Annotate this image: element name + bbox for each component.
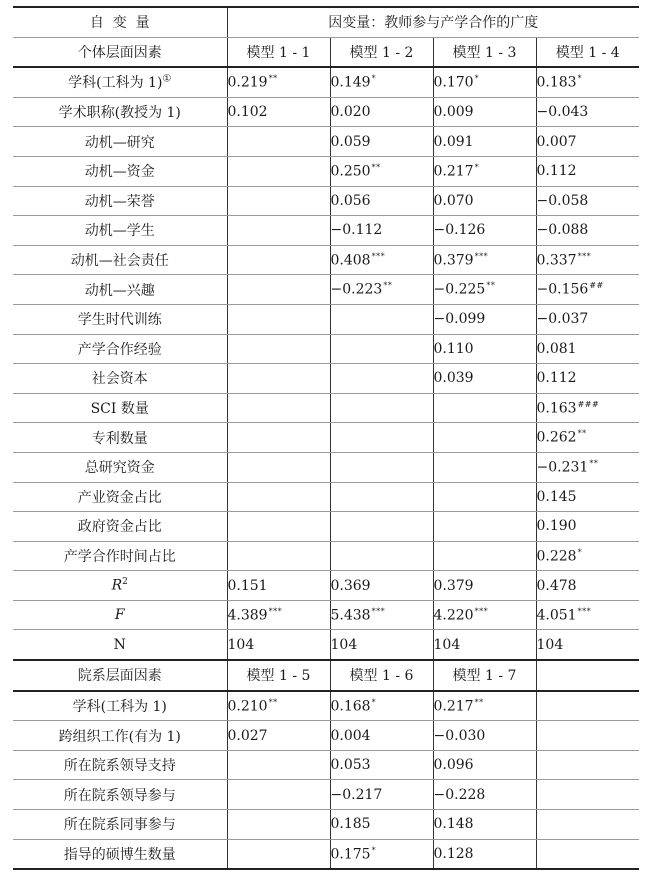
significance-marker: **: [589, 458, 599, 468]
coefficient-value: 0.056: [330, 192, 371, 209]
table-cell: [227, 364, 330, 394]
table-cell: [227, 423, 330, 453]
table-cell: [227, 512, 330, 542]
row-label-text: 专利数量: [91, 430, 148, 447]
coefficient-value: −0.112: [330, 222, 383, 239]
row-label-text: 所在院系领导参与: [63, 787, 176, 804]
coefficient-value: 104: [227, 636, 255, 653]
coefficient-value: 104: [536, 636, 564, 653]
coefficient-value: 0.081: [536, 340, 577, 357]
table-cell: [536, 482, 639, 512]
row-label: [13, 245, 227, 275]
coefficient-value: −0.223: [330, 281, 383, 298]
row-label-text: 动机—兴趣: [84, 282, 155, 299]
significance-marker: ***: [371, 251, 386, 261]
table-cell: [330, 600, 433, 630]
coefficient-value: −0.225: [433, 281, 486, 298]
coefficient-value: 0.007: [536, 133, 577, 150]
table-row: [13, 721, 639, 751]
significance-marker: ***: [474, 251, 489, 261]
table-cell: [536, 423, 639, 453]
row-label-text: 学科(工科为 1): [68, 75, 163, 92]
table-row: [13, 97, 639, 127]
regression-table: [13, 6, 639, 870]
table-cell: [330, 780, 433, 810]
table-cell: [536, 600, 639, 630]
table-cell: [433, 275, 536, 305]
table-cell: [330, 630, 433, 660]
table-cell: [227, 275, 330, 305]
table-cell: [536, 750, 639, 780]
coefficient-value: 0.219: [227, 74, 268, 91]
table-row: [13, 691, 639, 721]
table-row: [13, 186, 639, 216]
coefficient-value: 0.020: [330, 104, 371, 121]
table-cell: [227, 810, 330, 840]
significance-marker: **: [268, 697, 278, 707]
table-cell: [227, 750, 330, 780]
coefficient-value: 0.070: [433, 192, 474, 209]
significance-marker: **: [486, 281, 496, 291]
table-cell: [536, 721, 639, 751]
row-label-text: 学术职称(教授为 1): [58, 105, 181, 122]
coefficient-value: 0.004: [330, 727, 371, 744]
coefficient-value: −0.228: [433, 786, 486, 803]
table-cell: [227, 67, 330, 97]
table-cell: [433, 482, 536, 512]
row-label-text: 动机—荣誉: [84, 193, 155, 210]
coefficient-value: 0.369: [330, 577, 371, 594]
significance-marker: *: [474, 162, 480, 172]
table-cell: [433, 245, 536, 275]
table-row: [13, 245, 639, 275]
table-cell: [433, 127, 536, 157]
significance-marker: ***: [371, 606, 386, 616]
table-cell: [536, 630, 639, 660]
row-label-text: 动机—社会责任: [70, 253, 169, 270]
table-cell: [433, 156, 536, 186]
table-row: [13, 810, 639, 840]
coefficient-value: 0.217: [433, 163, 474, 180]
coefficient-value: 0.128: [433, 845, 474, 862]
footnote-marker: ①: [162, 73, 172, 85]
table-cell: [433, 600, 536, 630]
row-label: [13, 780, 227, 810]
row-label-text: 产学合作经验: [77, 341, 162, 358]
table-cell: [330, 839, 433, 869]
dependent-variable-header: 因变量：教师参与产学合作的广度: [227, 7, 639, 37]
significance-marker: *: [577, 547, 583, 557]
table-cell: [536, 245, 639, 275]
table-cell: [330, 304, 433, 334]
table-cell: [536, 364, 639, 394]
table-cell: [433, 364, 536, 394]
table-cell: [433, 541, 536, 571]
row-label-text: 总研究资金: [84, 460, 155, 477]
row-label: [13, 452, 227, 482]
row-label: [13, 97, 227, 127]
coefficient-value: 0.053: [330, 757, 371, 774]
table-row: [13, 452, 639, 482]
row-label-superscript: 2: [122, 577, 128, 588]
table-cell: [227, 216, 330, 246]
coefficient-value: 0.112: [536, 163, 577, 180]
coefficient-value: 5.438: [330, 607, 371, 624]
coefficient-value: 4.051: [536, 607, 577, 624]
table-cell: [433, 304, 536, 334]
row-label: [13, 304, 227, 334]
table-row: [13, 364, 639, 394]
row-label: [13, 127, 227, 157]
coefficient-value: −0.217: [330, 786, 383, 803]
table-row: [13, 304, 639, 334]
table-cell: [330, 97, 433, 127]
table-cell: [536, 67, 639, 97]
significance-marker: **: [371, 162, 381, 172]
coefficient-value: 0.102: [227, 104, 268, 121]
coefficient-value: 0.027: [227, 727, 268, 744]
table-cell: [227, 571, 330, 601]
individual-model-header: 模型 1 - 2: [330, 37, 433, 67]
table-cell: [536, 452, 639, 482]
row-label-text: 社会资本: [91, 371, 148, 388]
table-row: [13, 780, 639, 810]
individual-model-header: 模型 1 - 1: [227, 37, 330, 67]
table-cell: [330, 67, 433, 97]
significance-marker: *: [371, 845, 377, 855]
table-cell: [330, 750, 433, 780]
table-cell: [433, 452, 536, 482]
row-label-text: 所在院系同事参与: [63, 817, 176, 834]
row-label: [13, 275, 227, 305]
table-cell: [227, 541, 330, 571]
table-row: [13, 541, 639, 571]
table-cell: [536, 839, 639, 869]
coefficient-value: 0.145: [536, 488, 577, 505]
row-label-text: F: [114, 607, 125, 624]
row-label: [13, 512, 227, 542]
row-label-text: 学科(工科为 1): [72, 698, 167, 715]
row-label-text: R: [111, 577, 123, 594]
table-cell: [433, 186, 536, 216]
table-cell: [330, 186, 433, 216]
table-row: [13, 571, 639, 601]
department-section-header: 院系层面因素: [13, 660, 227, 691]
row-label-text: 指导的硕博生数量: [63, 846, 176, 863]
coefficient-value: −0.037: [536, 311, 589, 328]
table-cell: [227, 721, 330, 751]
coefficient-value: −0.156: [536, 281, 589, 298]
table-cell: [330, 334, 433, 364]
coefficient-value: 0.110: [433, 340, 474, 357]
coefficient-value: 0.337: [536, 252, 577, 269]
department-model-header: 模型 1 - 7: [433, 660, 536, 691]
coefficient-value: 0.228: [536, 548, 577, 565]
table-cell: [433, 780, 536, 810]
table-cell: [536, 275, 639, 305]
significance-marker: *: [474, 74, 480, 84]
coefficient-value: 0.009: [433, 104, 474, 121]
table-row: [13, 216, 639, 246]
row-label-text: 学生时代训练: [77, 312, 162, 329]
table-cell: [536, 780, 639, 810]
row-label-text: N: [113, 636, 126, 653]
table-cell: [227, 334, 330, 364]
table-cell: [536, 541, 639, 571]
table-row: [13, 127, 639, 157]
table-cell: [536, 512, 639, 542]
coefficient-value: 0.112: [536, 370, 577, 387]
coefficient-value: 0.183: [536, 74, 577, 91]
coefficient-value: 0.148: [433, 816, 474, 833]
table-cell: [227, 452, 330, 482]
significance-marker: ***: [474, 606, 489, 616]
table-cell: [330, 691, 433, 721]
table-cell: [433, 334, 536, 364]
significance-marker: ###: [577, 399, 600, 409]
row-label: [13, 156, 227, 186]
table-cell: [227, 600, 330, 630]
coefficient-value: −0.043: [536, 104, 589, 121]
table-cell: [227, 630, 330, 660]
coefficient-value: 0.151: [227, 577, 268, 594]
table-cell: [330, 393, 433, 423]
table-cell: [330, 482, 433, 512]
row-label: [13, 750, 227, 780]
table-row: [13, 275, 639, 305]
significance-marker: **: [383, 281, 393, 291]
row-label: [13, 839, 227, 869]
row-label: [13, 67, 227, 97]
table-row: [13, 67, 639, 97]
row-label-text: 动机—研究: [84, 134, 155, 151]
table-cell: [330, 512, 433, 542]
table-cell: [330, 364, 433, 394]
table-cell: [536, 97, 639, 127]
significance-marker: ##: [589, 281, 604, 291]
coefficient-value: 4.389: [227, 607, 268, 624]
table-cell: [330, 423, 433, 453]
table-cell: [433, 839, 536, 869]
table-cell: [433, 630, 536, 660]
coefficient-value: 0.168: [330, 698, 371, 715]
table-cell: [536, 691, 639, 721]
coefficient-value: 0.091: [433, 133, 474, 150]
table-row: [13, 512, 639, 542]
table-row: [13, 600, 639, 630]
coefficient-value: 0.170: [433, 74, 474, 91]
table-cell: [433, 571, 536, 601]
coefficient-value: 0.175: [330, 846, 371, 863]
row-label: [13, 691, 227, 721]
table-cell: [227, 393, 330, 423]
significance-marker: **: [268, 74, 278, 84]
table-cell: [536, 216, 639, 246]
table-cell: [433, 750, 536, 780]
row-label: [13, 721, 227, 751]
table-cell: [433, 810, 536, 840]
table-cell: [536, 393, 639, 423]
table-cell: [227, 186, 330, 216]
table-row: [13, 482, 639, 512]
table-cell: [536, 810, 639, 840]
table-cell: [433, 691, 536, 721]
table-cell: [227, 304, 330, 334]
table-cell: [330, 216, 433, 246]
table-cell: [227, 245, 330, 275]
table-cell: [227, 156, 330, 186]
coefficient-value: −0.030: [433, 727, 486, 744]
row-label: [13, 216, 227, 246]
table-cell: [227, 839, 330, 869]
coefficient-value: 0.059: [330, 133, 371, 150]
coefficient-value: 4.220: [433, 607, 474, 624]
significance-marker: *: [371, 74, 377, 84]
coefficient-value: 0.478: [536, 577, 577, 594]
independent-variable-header: 自 变 量: [13, 7, 227, 37]
table-cell: [536, 186, 639, 216]
coefficient-value: 0.262: [536, 429, 577, 446]
table-cell: [433, 721, 536, 751]
row-label: [13, 600, 227, 630]
row-label-text: 动机—资金: [84, 164, 155, 181]
table-cell: [330, 452, 433, 482]
table-cell: [330, 275, 433, 305]
table-cell: [433, 97, 536, 127]
coefficient-value: 0.149: [330, 74, 371, 91]
row-label: [13, 364, 227, 394]
coefficient-value: −0.231: [536, 459, 589, 476]
coefficient-value: 0.163: [536, 400, 577, 417]
table-cell: [330, 571, 433, 601]
coefficient-value: 0.379: [433, 577, 474, 594]
table-row: [13, 393, 639, 423]
coefficient-value: 0.217: [433, 698, 474, 715]
table-cell: [227, 97, 330, 127]
row-label-text: SCI 数量: [90, 401, 149, 418]
coefficient-value: 0.190: [536, 518, 577, 535]
table-cell: [433, 67, 536, 97]
table-cell: [330, 156, 433, 186]
significance-marker: *: [577, 74, 583, 84]
table-cell: [536, 334, 639, 364]
row-label: [13, 810, 227, 840]
row-label-text: 所在院系领导支持: [63, 758, 176, 775]
table-cell: [536, 127, 639, 157]
row-label-text: 产业资金占比: [77, 489, 162, 506]
row-label-text: 政府资金占比: [77, 519, 162, 536]
coefficient-value: 0.039: [433, 370, 474, 387]
coefficient-value: 0.210: [227, 698, 268, 715]
table-cell: [330, 127, 433, 157]
row-label: [13, 423, 227, 453]
table-row: [13, 423, 639, 453]
individual-model-header: 模型 1 - 4: [536, 37, 639, 67]
table-cell: [227, 127, 330, 157]
table-cell: [227, 780, 330, 810]
significance-marker: **: [577, 429, 587, 439]
row-label: [13, 541, 227, 571]
table-cell: [433, 512, 536, 542]
coefficient-value: −0.088: [536, 222, 589, 239]
coefficient-value: −0.058: [536, 192, 589, 209]
row-label: [13, 334, 227, 364]
row-label: [13, 393, 227, 423]
row-label: [13, 630, 227, 660]
table-cell: [330, 541, 433, 571]
coefficient-value: 0.379: [433, 252, 474, 269]
table-cell: [330, 245, 433, 275]
row-label: [13, 186, 227, 216]
coefficient-value: 0.185: [330, 816, 371, 833]
coefficient-value: 0.096: [433, 757, 474, 774]
significance-marker: ***: [577, 251, 592, 261]
department-model-header: 模型 1 - 5: [227, 660, 330, 691]
significance-marker: *: [371, 697, 377, 707]
coefficient-value: 104: [433, 636, 461, 653]
coefficient-value: 104: [330, 636, 358, 653]
table-row: [13, 334, 639, 364]
table-cell: [536, 571, 639, 601]
coefficient-value: 0.408: [330, 252, 371, 269]
individual-model-header: 模型 1 - 3: [433, 37, 536, 67]
table-cell: [227, 691, 330, 721]
table-cell: [330, 721, 433, 751]
significance-marker: ***: [577, 606, 592, 616]
table-cell: [536, 304, 639, 334]
department-model-header: [536, 660, 639, 691]
row-label-text: 产学合作时间占比: [63, 548, 176, 565]
table-row: [13, 156, 639, 186]
significance-marker: **: [474, 697, 484, 707]
row-label-text: 动机—学生: [84, 223, 155, 240]
coefficient-value: −0.126: [433, 222, 486, 239]
table-row: [13, 630, 639, 660]
individual-section-header: 个体层面因素: [13, 37, 227, 67]
coefficient-value: 0.250: [330, 163, 371, 180]
coefficient-value: −0.099: [433, 311, 486, 328]
table-cell: [330, 810, 433, 840]
table-row: [13, 750, 639, 780]
table-cell: [433, 216, 536, 246]
table-row: [13, 839, 639, 869]
table-cell: [536, 156, 639, 186]
significance-marker: ***: [268, 606, 283, 616]
table-cell: [433, 393, 536, 423]
row-label-text: 跨组织工作(有为 1): [58, 728, 181, 745]
table-cell: [433, 423, 536, 453]
row-label: [13, 571, 227, 601]
row-label: [13, 482, 227, 512]
department-model-header: 模型 1 - 6: [330, 660, 433, 691]
table-cell: [227, 482, 330, 512]
